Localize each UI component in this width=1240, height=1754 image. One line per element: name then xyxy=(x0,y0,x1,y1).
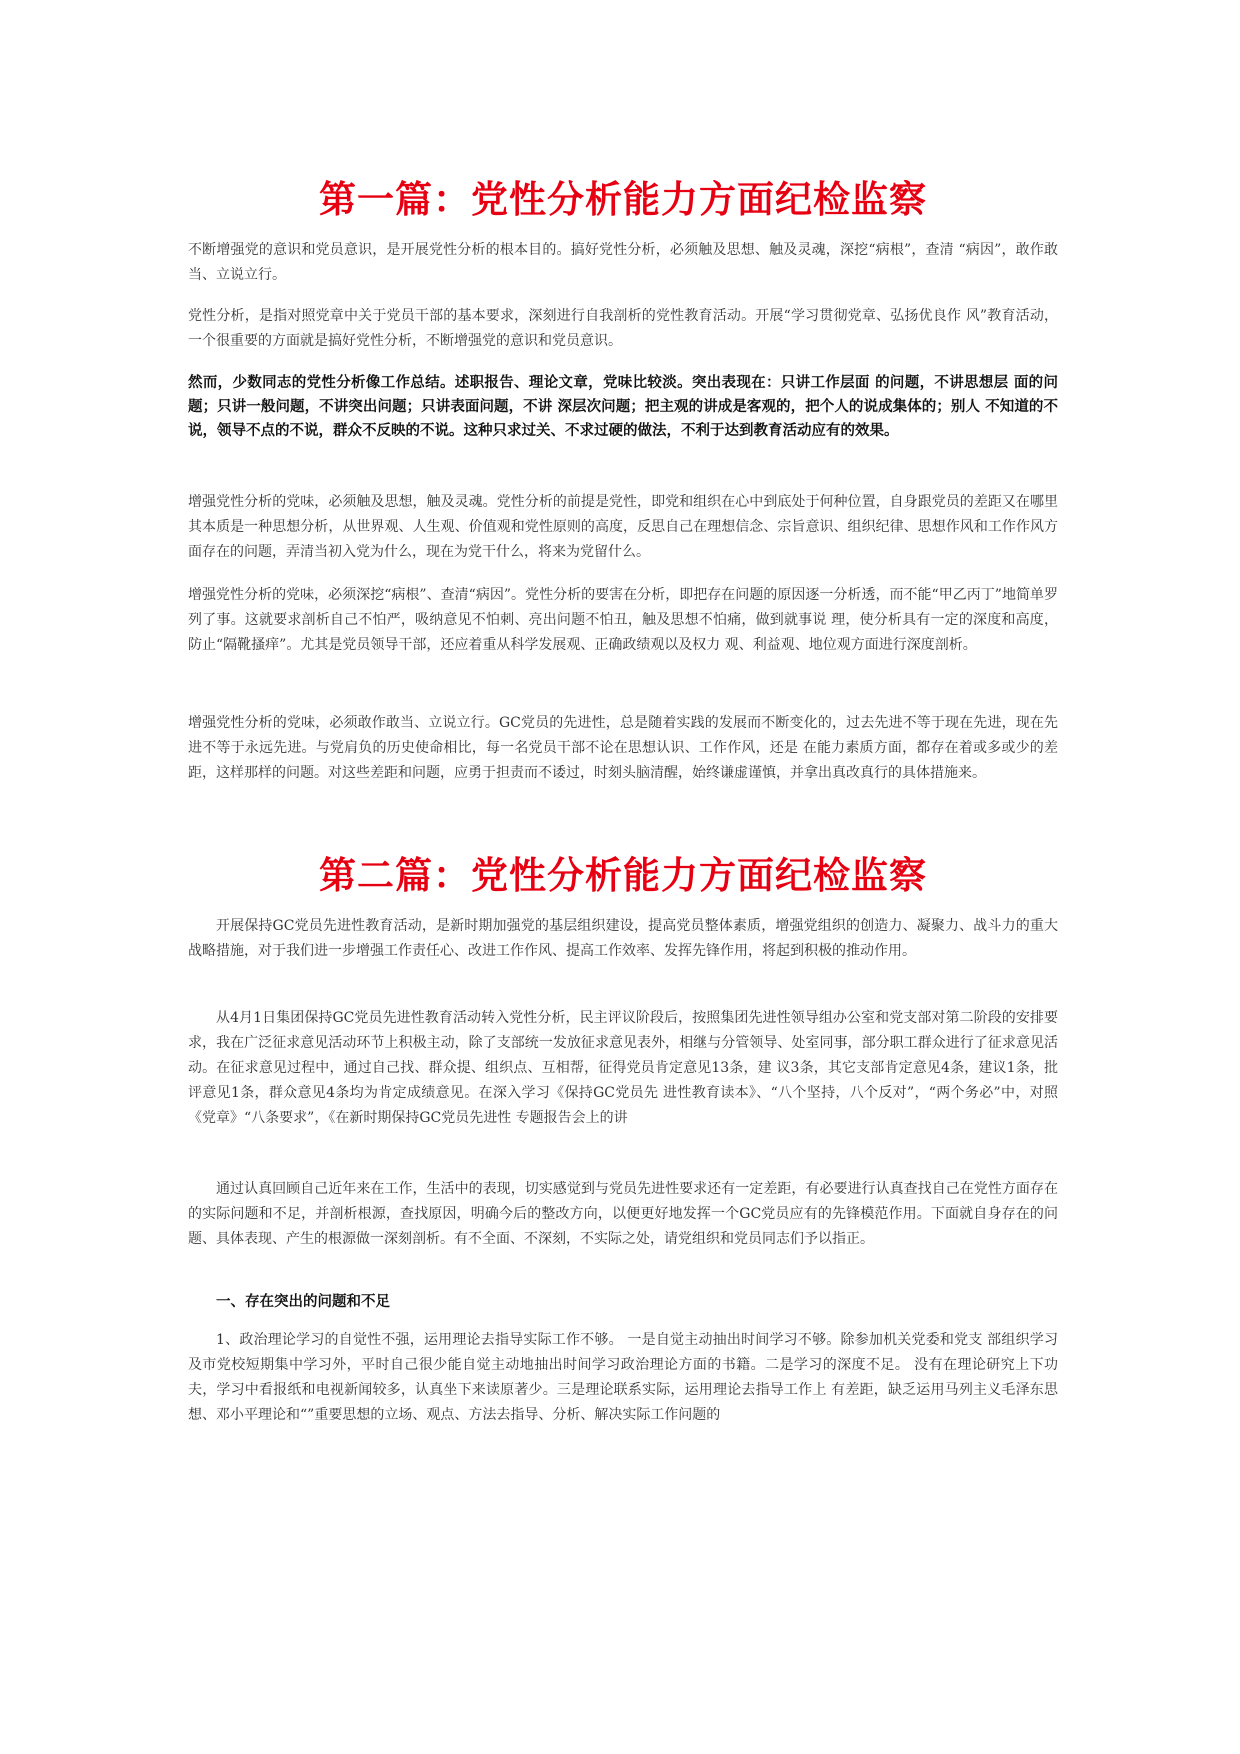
part1-paragraph-2: 党性分析，是指对照党章中关于党员干部的基本要求，深刻进行自我剖析的党性教育活动。开展“学习贯彻党章、弘扬优良作 风”教育活动， 一个很重要的方面就是搞好党性分析，不断增强党的意识和党员意识。 xyxy=(188,308,1058,349)
part1-paragraph-6: 增强党性分析的党味，必须敢作敢当、立说立行。GC党员的先进性，总是随着实践的发展而不断变化的，过去先进不等于现在先进，现在先进不等于永远先进。与党肩负的历史使命相比，每一名党员干部不论在思想认识、工作作风，还是 在能力素质方面，都存在着或多或少的差距，这样那样的问题。对这些差距和问题，应勇于担责而不诿过，时刻头脑清醒，始终谦虚谨慎，并拿出真改真行的具体措施来。 xyxy=(188,715,1058,781)
part1-paragraph-4: 增强党性分析的党味，必须触及思想，触及灵魂。党性分析的前提是党性，即党和组织在心中到底处于何种位置，自身跟党员的差距又在哪里其本质是一种思想分析，从世界观、人生观、价值观和党性原则的高度，反思自己在理想信念、宗旨意识、组织纪律、思想作风和工作作风方面存在的问题，弄清当初入党为什么，现在为党干什么，将来为党留什么。 xyxy=(188,494,1058,560)
part1-title: 第一篇：党性分析能力方面纪检监察 xyxy=(319,178,927,221)
part2-title: 第二篇：党性分析能力方面纪检监察 xyxy=(319,854,927,897)
part1-paragraph-3: 然而，少数同志的党性分析像工作总结。述职报告、理论文章，党味比较淡。突出表现在：只讲工作层面 的问题，不讲思想层 面的问题；只讲一般问题，不讲突出问题；只讲表面问题，不讲 深层次问题；把主观的讲成是客观的，把个人的说成集体的；别人 不知道的不说，领导不点的不说，群众不反映的不说。这种只求过关、不求过硬的做法，不利于达到教育活动应有的效果。 xyxy=(188,375,1058,439)
part2-paragraph-3: 通过认真回顾自己近年来在工作，生活中的表现，切实感觉到与党员先进性要求还有一定差距，有必要进行认真查找自己在党性方面存在的实际问题和不足，并剖析根源，查找原因，明确今后的整改方向，以便更好地发挥一个GC党员应有的先锋模范作用。下面就自身存在的问题、具体表现、产生的根源做一深刻剖析。有不全面、不深刻，不实际之处，请党组织和党员同志们予以指正。 xyxy=(188,1181,1058,1247)
part1-paragraph-1: 不断增强党的意识和党员意识，是开展党性分析的根本目的。搞好党性分析，必须触及思想、触及灵魂，深挖“病根”，查清 “病因”，敢作敢当、立说立行。 xyxy=(188,242,1058,283)
part1-paragraph-5: 增强党性分析的党味，必须深挖“病根”、查清“病因”。党性分析的要害在分析，即把存在问题的原因逐一分析透，而不能“甲乙丙丁”地简单罗列了事。这就要求剖析自己不怕严，吸纳意见不怕刺、亮出问题不怕丑，触及思想不怕痛，做到就事说 理，使分析具有一定的深度和高度，防止“隔靴搔痒”。尤其是党员领导干部，还应着重从科学发展观、正确政绩观以及权力 观、利益观、地位观方面进行深度剖析。 xyxy=(188,587,1058,653)
part2-paragraph-1: 开展保持GC党员先进性教育活动，是新时期加强党的基层组织建设，提高党员整体素质，增强党组织的创造力、凝聚力、战斗力的重大战略措施，对于我们进一步增强工作责任心、改进工作作风、提高工作效率、发挥先锋作用，将起到积极的推动作用。 xyxy=(188,918,1058,959)
part2-paragraph-4: 1、政治理论学习的自觉性不强，运用理论去指导实际工作不够。 一是自觉主动抽出时间学习不够。除参加机关党委和党支 部组织学习及市党校短期集中学习外，平时自己很少能自觉主动地抽出时间学习政治理论方面的书籍。二是学习的深度不足。 没有在理论研究上下功夫，学习中看报纸和电视新闻较多，认真坐下来读原著少。三是理论联系实际，运用理论去指导工作上 有差距，缺乏运用马列主义毛泽东思想、邓小平理论和“”重要思想的立场、观点、方法去指导、分析、解决实际工作问题的 xyxy=(188,1332,1058,1423)
section-heading: 一、存在突出的问题和不足 xyxy=(216,1294,390,1310)
part2-paragraph-2: 从4月1日集团保持GC党员先进性教育活动转入党性分析，民主评议阶段后，按照集团先进性领导组办公室和党支部对第二阶段的安排要求，我在广泛征求意见活动环节上积极主动，除了支部统一发放征求意见表外，相继与分管领导、处室同事，部分职工群众进行了征求意见活动。在征求意见过程中，通过自己找、群众提、组织点、互相帮，征得党员肯定意见13条，建 议3条，其它支部肯定意见4条，建议1条，批评意见1条，群众意见4条均为肯定成绩意见。在深入学习《保持GC党员先 进性教育读本》、“八个坚持，八个反对”，“两个务必”中，对照《党章》“八条要求”，《在新时期保持GC党员先进性 专题报告会上的讲 xyxy=(188,1010,1058,1126)
